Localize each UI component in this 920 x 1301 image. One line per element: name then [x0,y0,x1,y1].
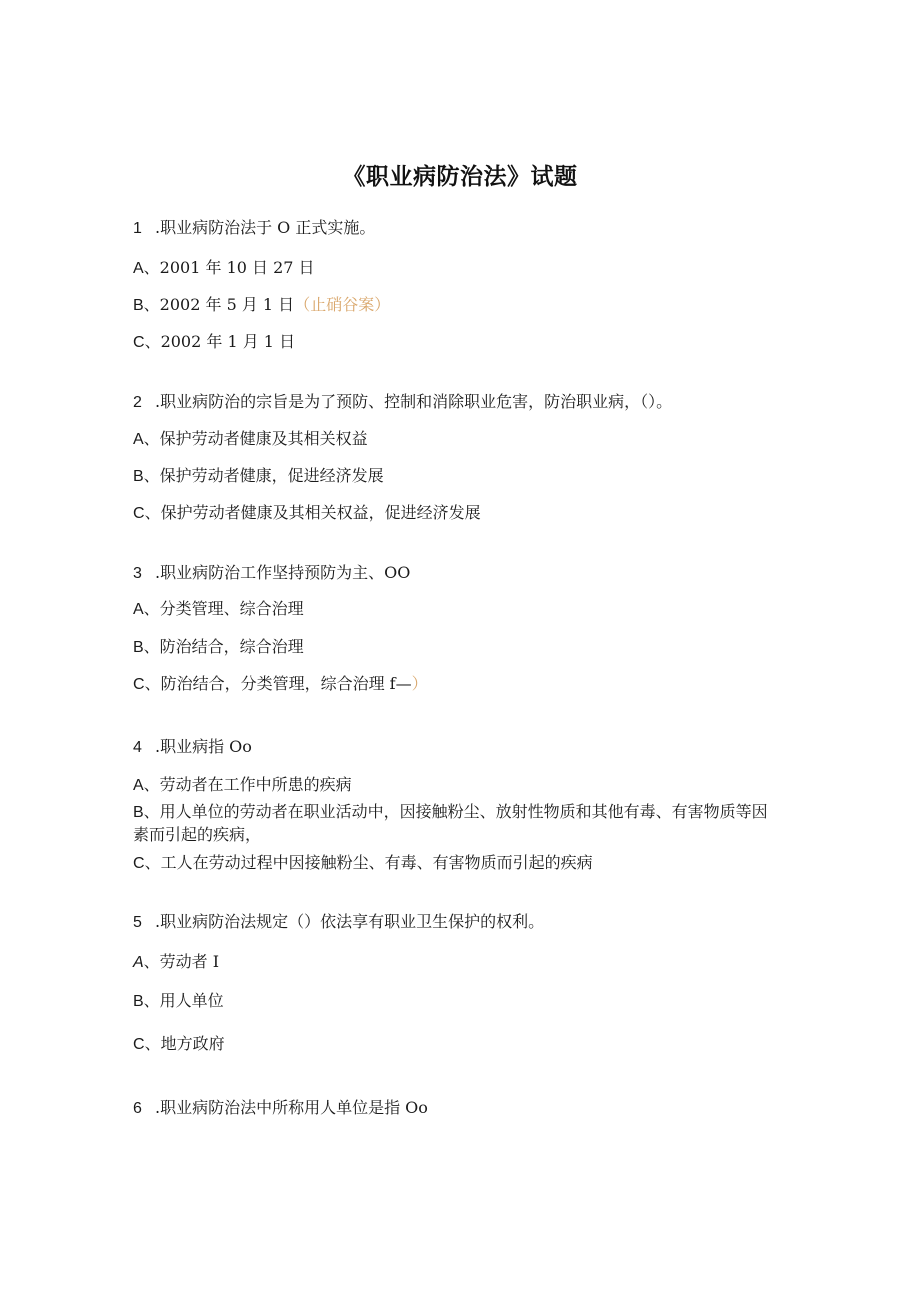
option-letter: C [133,505,145,522]
option-letter: C [133,1036,145,1053]
option-5a [133,951,219,974]
option-letter: C [133,855,145,872]
question-number: 3 [133,565,142,582]
option-text: 、保护劳动者健康及其相关权益，促进经济发展 [144,503,481,522]
option-letter: A [133,260,144,277]
option-letter: B [133,993,144,1010]
option-5c [133,1033,225,1056]
question-text: .职业病防治法规定（）依法享有职业卫生保护的权利。 [155,912,545,931]
option-text: 、保护劳动者健康，促进经济发展 [143,466,384,485]
option-letter: A [133,601,144,618]
option-text: 、2001 年 10 日 27 日 [143,258,315,277]
option-1c [133,331,295,354]
option-4a [133,774,352,797]
question-6 [133,1097,428,1120]
option-letter: A [133,431,144,448]
option-2b [133,465,384,488]
question-number: 4 [133,739,142,756]
option-letter: B [133,468,144,485]
option-2c [133,502,481,525]
question-number: 1 [133,220,142,237]
option-text: 、分类管理、综合治理 [143,599,304,618]
option-2a [133,428,368,451]
question-text: .职业病防治工作坚持预防为主、OO [155,563,411,582]
option-text: 、劳动者在工作中所患的疾病 [143,775,352,794]
option-text: 、防治结合，分类管理，综合治理 f— [144,674,412,693]
option-4b [133,801,783,846]
question-number: 6 [133,1100,142,1117]
option-1b [133,294,390,317]
question-2 [133,391,672,414]
question-1 [133,217,375,240]
option-letter: C [133,334,145,351]
page-title: 《职业病防治法》试题 [342,164,578,190]
question-number: 2 [133,394,142,411]
question-text: .职业病防治法于 O 正式实施。 [155,218,376,237]
question-text: .职业病防治法中所称用人单位是指 Oo [155,1098,428,1117]
option-1a [133,257,315,280]
option-letter: B [133,639,144,656]
question-text: .职业病防治的宗旨是为了预防、控制和消除职业危害，防治职业病，（）。 [155,392,673,411]
option-letter: A [133,954,144,971]
question-4 [133,736,252,759]
option-3a [133,598,304,621]
option-text: 、地方政府 [144,1034,225,1053]
option-3c [133,673,428,696]
option-text: 、劳动者 I [143,952,220,971]
answer-mark: （止硝谷案） [294,295,391,314]
option-letter: C [133,676,145,693]
question-3 [133,562,410,585]
option-text: 、保护劳动者健康及其相关权益 [143,429,368,448]
option-letter: B [133,804,144,821]
question-5 [133,911,544,934]
question-number: 5 [133,914,142,931]
option-text: 、2002 年 1 月 1 日 [144,332,296,351]
option-text: 、用人单位的劳动者在职业活动中，因接触粉尘、放射性物质和其他有毒、有害物质等因素而引起的疾病， [133,802,768,844]
option-3b [133,636,304,659]
question-text: .职业病指 Oo [155,737,252,756]
option-5b [133,990,224,1013]
option-text: 、工人在劳动过程中因接触粉尘、有毒、有害物质而引起的疾病 [144,853,593,872]
option-text: 、防治结合，综合治理 [143,637,304,656]
option-letter: B [133,297,144,314]
option-4c [133,852,593,875]
option-text: 、2002 年 5 月 1 日 [143,295,295,314]
option-letter: A [133,777,144,794]
option-text: 、用人单位 [143,991,224,1010]
answer-mark: ） [411,674,428,693]
